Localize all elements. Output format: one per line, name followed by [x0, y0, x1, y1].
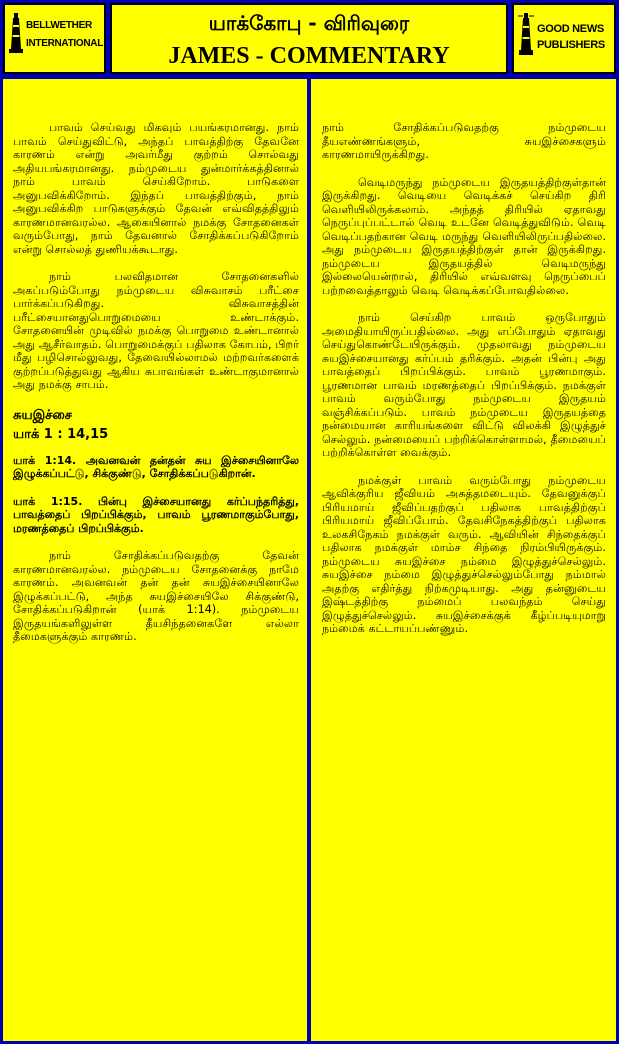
left-logo-line2: INTERNATIONAL — [26, 38, 104, 49]
lighthouse-icon — [9, 13, 23, 53]
section-title: சுயஇச்சை — [13, 407, 72, 423]
lighthouse-icon — [518, 13, 534, 55]
section-reference: யாக் 1 : 14,15 — [13, 426, 109, 442]
title-english: JAMES - COMMENTARY — [168, 43, 450, 69]
right-paragraph-3: நாம் செய்கிற பாவம் ஒருபோதும் அமைதியாயிருப்பதில்லை. அது எப்போதும் ஏதாவது செய்துகொண்டேயிருக்கும். முதலாவது நம்முடைய சுயஇச்சையானது கர்ப்பம் தரிக்கும். அதன் பின்பு அது பாவத்தைப் பிறப்பிக்கும். பாவம் பூரணமாகும். பூரணமான பாவம் மரணத்தைப் பிறப்பிக்கும். நமக்குள் பாவம் வரும்போது நம்முடைய இருதயம் வஞ்சிக்கப்படும். பாவம் நம்முடைய இருதயத்தை நன்மையான காரியங்களை விட்டு விலக்கி இழுத்துச் செல்லும். நன்மையைப் பற்றிக்கொள்ளாமல், தீமையைப் பற்றிக்கொள்ள வைக்கும். — [322, 311, 606, 459]
section-heading — [13, 406, 299, 444]
right-paragraph-2: வெடிமருந்து நம்முடைய இருதயத்திற்குள்தான் இருக்கிறது. வெடியை வெடிக்கச் செய்கிற திரி வெளியிலிருக்கலாம். அந்தத் திரியில் ஏதாவது நெருப்புப்பட்டால் வெடி உடனே வெடித்துவிடும். வெடி வெடிப்பதற்கான வெடி மருந்து வெளியிலிருப்பதில்லை. அது நம்முடைய இருதயத்திற்குள் தான் இருக்கிறது. நம்முடைய இருதயத்தில் வெடிமருந்து இல்லையென்றால், திரியில் எவ்வளவு நெருப்பைப் பற்றவைத்தாலும் வெடி வெடிக்கப்போவதில்லை. — [322, 175, 606, 297]
right-logo-line2: PUBLISHERS — [537, 39, 605, 51]
right-logo-line1: GOOD NEWS — [537, 23, 604, 35]
left-logo-line1: BELLWETHER — [26, 20, 92, 31]
verse-1-15: யாக் 1:15. பின்பு இச்சையானது கர்ப்பந்தரித்து, பாவத்தைப் பிறப்பிக்கும், பாவம் பூரணமாகும்போது, மரணத்தைப் பிறப்பிக்கும். — [13, 494, 299, 535]
good-news-logo — [518, 13, 605, 55]
left-paragraph-2: நாம் பலவிதமான சோதனைகளில் அகப்படும்போது நம்முடைய விசுவாசம் பரீட்சை பார்க்கப்படுகிறது. விசுவாசத்தின் பரீட்சையானதுபொறுமையை உண்டாக்கும். சோதனையின் முடிவில் நமக்கு பொறுமை உண்டானால் அது ஆசீர்வாதம். பொறுமைக்குப் பதிலாக கோபம், பிறர் மீது பழிசொல்லுவது, தேவையில்லாமல் மற்றவர்களைக் குற்றப்படுத்துவது ஆகிய சுபாவங்கள் உண்டாகுமானால் அது நமக்கு சாபம். — [13, 270, 299, 391]
right-paragraph-1: நாம் சோதிக்கப்படுவதற்கு நம்முடைய தீயஎண்ணங்களும், சுயஇச்சைகளும் காரணமாயிருக்கிறது. — [322, 121, 606, 161]
right-column — [311, 79, 616, 1041]
left-column — [3, 79, 307, 1041]
header-title-box — [110, 3, 508, 74]
header-right-logo-box — [512, 3, 616, 74]
header-left-logo-box — [3, 3, 106, 74]
verse-1-14: யாக் 1:14. அவனவன் தன்தன் சுய இச்சையினாலே இழுக்கப்பட்டு, சிக்குண்டு, சோதிக்கப்படுகிறான். — [13, 453, 299, 480]
left-paragraph-1: பாவம் செய்வது மிகவும் பயங்கரமானது. நாம் பாவம் செய்துவிட்டு, அந்தப் பாவத்திற்கு தேவனே காரணம் என்று அவர்மீது குற்றம் சொல்வது அதியபங்கரமானது. நம்முடைய துன்மார்க்கத்தினால் நாம் பாவம் செய்கிறோம். பாடுகளை அனுபவிக்கிறோம். இந்தப் பாவத்திற்கும், நாம் அனுபவிக்கிற பாடுகளுக்கும் தேவன் எவ்விதத்திலும் காரணமானவரல்ல. ஆகையினால் நமக்கு சோதனைகள் வரும்போது, நாம் தேவனால் சோதிக்கப்படுகிறோம் என்று சொல்லத் துணியக்கூடாது. — [13, 121, 299, 256]
title-tamil: யாக்கோபு - விரிவுரை — [208, 11, 410, 35]
right-paragraph-4: நமக்குள் பாவம் வரும்போது நம்முடைய ஆவிக்குரிய ஜீவியம் அசுத்தமடையும். தேவனுக்குப் பிரியமாய் ஜீவிப்பதற்குப் பதிலாக பாவத்திற்குப் பிரியமாய் ஜீவிப்போம். தேவசிநேகத்திற்குப் பதிலாக உலகசிநேகம் நமக்குள் வரும். ஆவியின் சிந்தைக்குப் பதிலாக நமக்குள் மாம்ச சிந்தை நிரம்பியிருக்கும். நம்முடைய சுயஇச்சை நம்மை இழுத்துச்செல்லும். சுயஇச்சை நம்மை இழுத்துச்செல்லும்போது நம்மால் அதற்கு எதிர்த்து நிற்கமுடியாது. அது தன்னுடைய இஷ்டத்திற்கு நம்மைப் பலவந்தம் செய்து இழுத்துச்செல்லும். சுயஇச்சைக்குக் கீழ்ப்படியுமாறு நம்மைக் கட்டாயப்பண்ணும். — [322, 473, 606, 635]
bellwether-logo — [9, 13, 103, 53]
left-paragraph-3: நாம் சோதிக்கப்படுவதற்கு தேவன் காரணமானவரல்ல. நம்முடைய சோதனைக்கு நாமே காரணம். அவனவன் தன் தன் சுயஇச்சையினாலே இழுக்கப்பட்டு, அந்த சுயஇச்சையிலே சிக்குண்டு, சோதிக்கப்படுகிறான் (யாக் 1:14). நம்முடைய இருதயங்களிலுள்ள தீயசிந்தனைகளே எல்லா தீமைகளுக்கும் காரணம். — [13, 549, 299, 643]
